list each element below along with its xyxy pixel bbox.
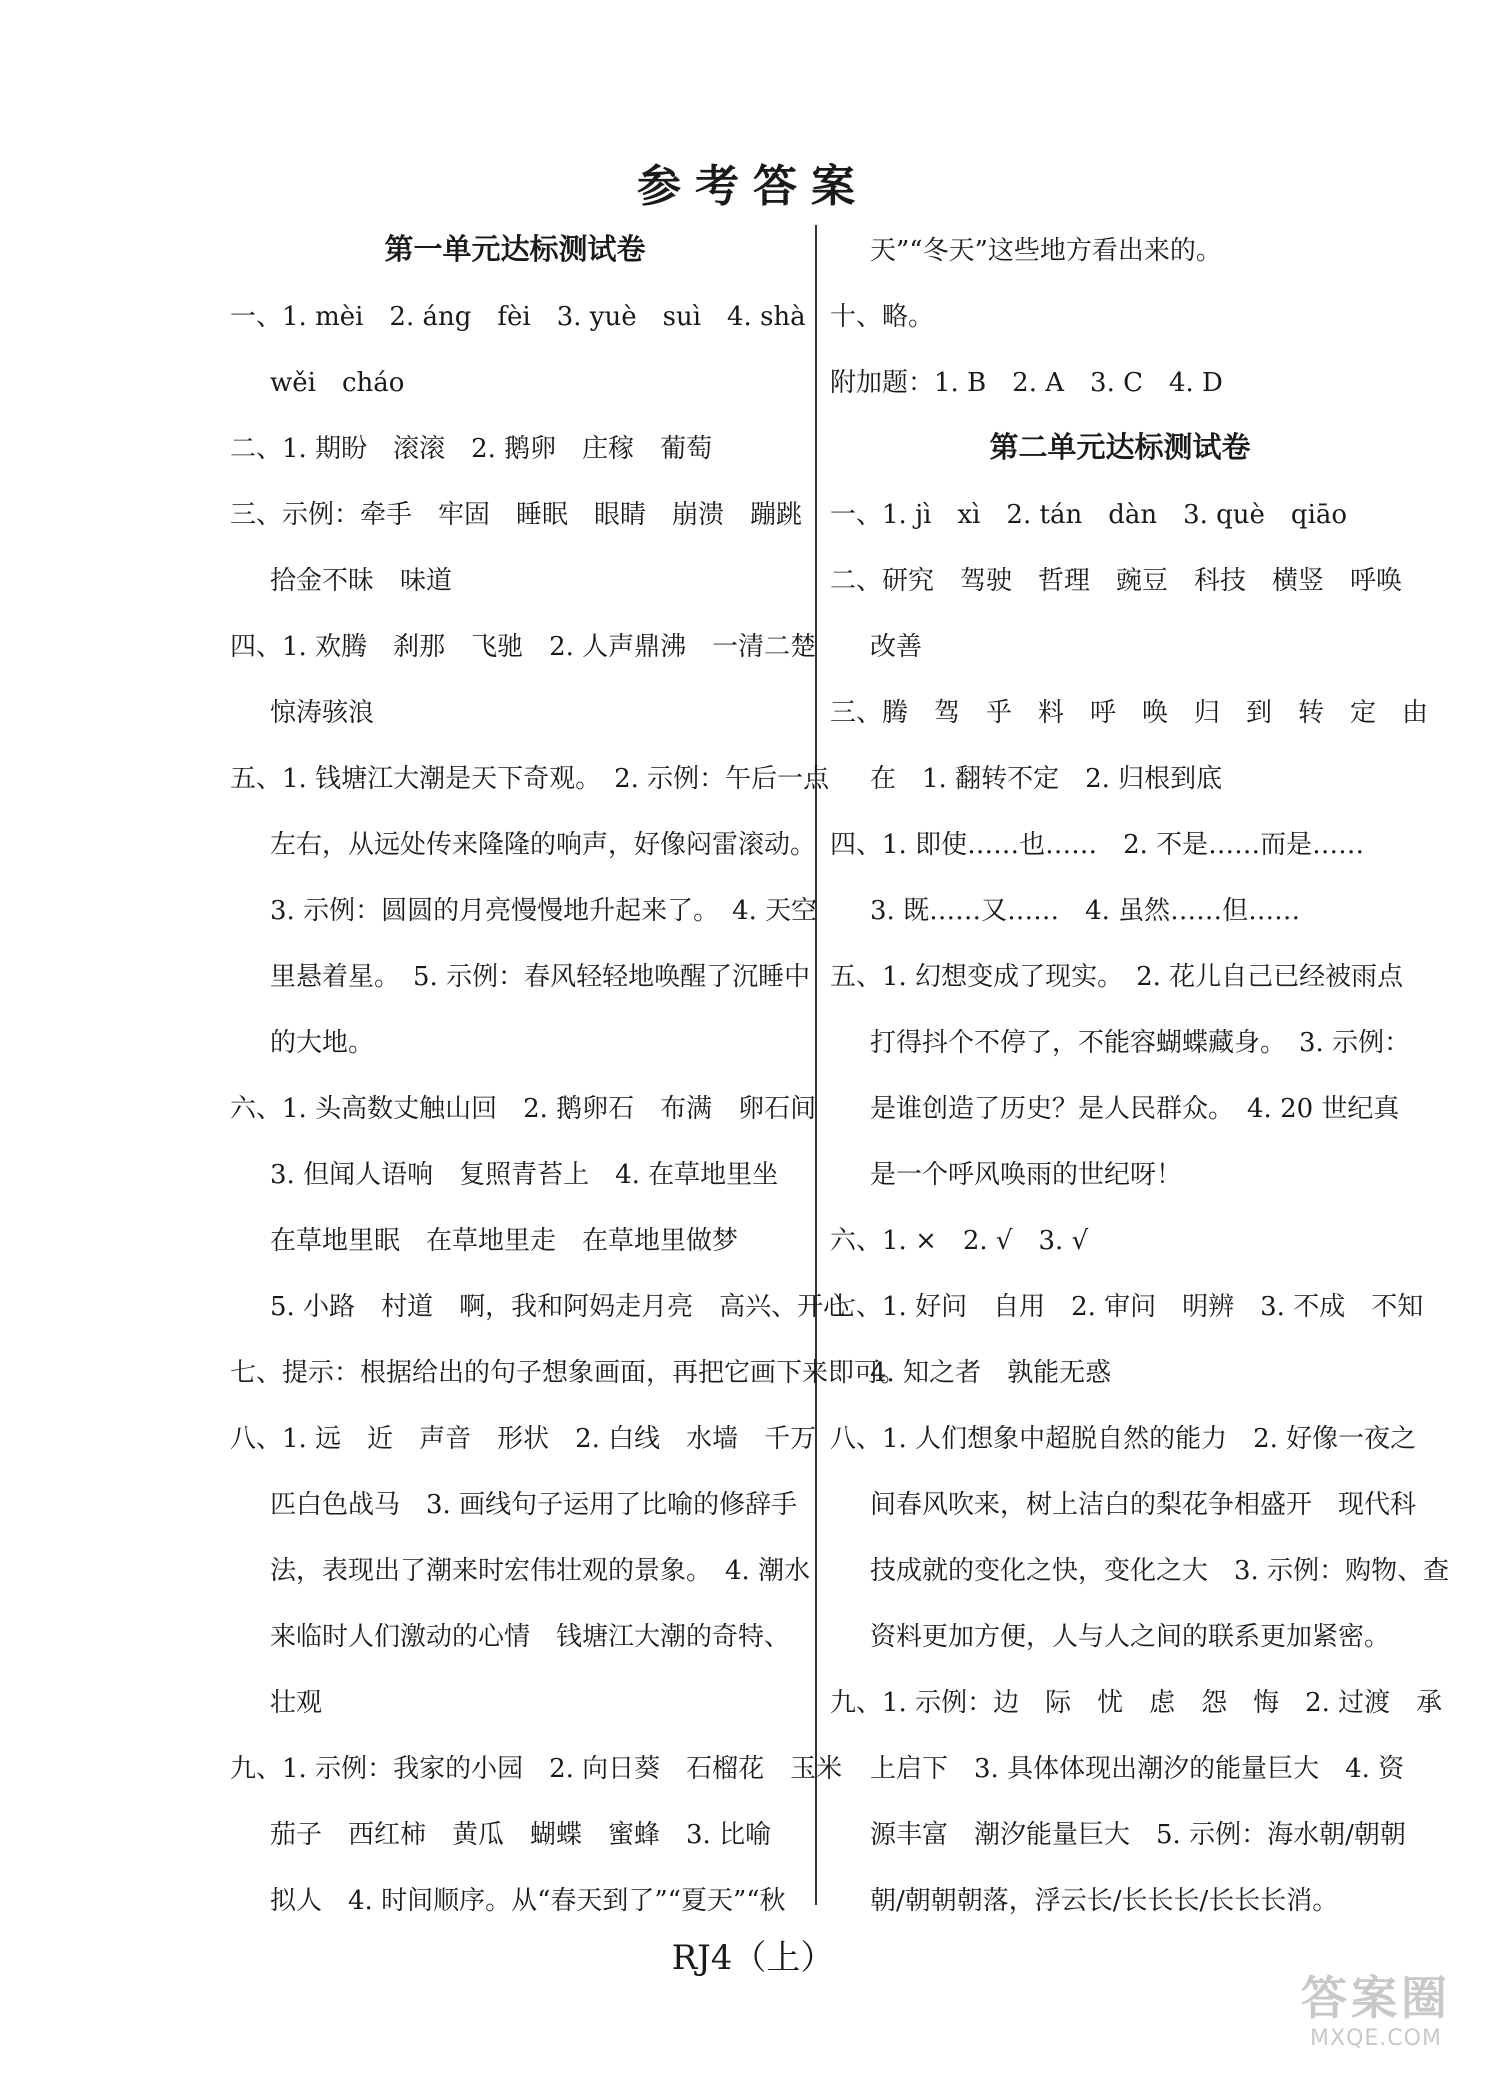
answer-line: 五、1. 钱塘江大潮是天下奇观。 2. 示例：午后一点 [230, 764, 830, 794]
answer-line: 四、1. 即使……也…… 2. 不是……而是…… [830, 830, 1365, 860]
answer-line: 三、示例：牵手 牢固 睡眠 眼睛 崩溃 蹦跳 [230, 500, 803, 530]
answer-line: 壮观 [270, 1688, 323, 1718]
section-title-unit2: 第二单元达标测试卷 [989, 430, 1251, 464]
answer-line: 二、研究 驾驶 哲理 豌豆 科技 横竖 呼唤 [830, 566, 1403, 596]
answer-line: 朝/朝朝朝落，浮云长/长长长/长长长消。 [870, 1886, 1339, 1916]
answer-line: 七、提示：根据给出的句子想象画面，再把它画下来即可。 [230, 1358, 907, 1388]
answer-line: wěi cháo [270, 368, 405, 398]
answer-line: 十、略。 [830, 302, 935, 332]
answer-line: 3. 示例：圆圆的月亮慢慢地升起来了。 4. 天空 [270, 896, 818, 926]
answer-line: 资料更加方便，人与人之间的联系更加紧密。 [870, 1622, 1391, 1652]
answer-line: 打得抖个不停了，不能容蝴蝶藏身。 3. 示例： [870, 1028, 1411, 1058]
answer-line: 六、1. 头高数丈触山回 2. 鹅卵石 布满 卵石间 [230, 1094, 817, 1124]
answer-line: 是谁创造了历史？是人民群众。 4. 20 世纪真 [870, 1094, 1400, 1124]
answer-line: 八、1. 远 近 声音 形状 2. 白线 水墙 千万 [230, 1424, 817, 1454]
answer-line: 惊涛骇浪 [270, 698, 375, 728]
answer-line: 上启下 3. 具体体现出潮汐的能量巨大 4. 资 [870, 1754, 1405, 1784]
page-title: 参考答案 [637, 161, 869, 212]
section-title-unit1: 第一单元达标测试卷 [384, 232, 646, 266]
answer-line: 拟人 4. 时间顺序。从“春天到了”“夏天”“秋 [270, 1886, 786, 1916]
answer-line: 拾金不昧 味道 [270, 566, 453, 596]
answer-line: 间春风吹来，树上洁白的梨花争相盛开 现代科 [870, 1490, 1417, 1520]
answer-line: 一、1. jì xì 2. tán dàn 3. què qiāo [830, 500, 1348, 530]
answer-line: 天”“冬天”这些地方看出来的。 [870, 236, 1222, 266]
right-column [830, 218, 1450, 1934]
watermark-url: MXQE.COM [1310, 2026, 1442, 2051]
answer-line: 的大地。 [270, 1028, 375, 1058]
site-watermark-logo [1266, 1970, 1486, 2060]
answer-line: 三、腾 驾 乎 料 呼 唤 归 到 转 定 由 [830, 698, 1429, 728]
page-footer: RJ4（上） [671, 1938, 835, 1978]
answer-line: 六、1. × 2. √ 3. √ [830, 1226, 1089, 1256]
answer-line: 5. 小路 村道 啊，我和阿妈走月亮 高兴、开心 [270, 1292, 850, 1322]
answer-line: 匹白色战马 3. 画线句子运用了比喻的修辞手 [270, 1490, 798, 1520]
watermark-text: 答案圈 [1301, 1971, 1451, 2025]
answer-line: 4. 知之者 孰能无惑 [870, 1358, 1112, 1388]
answer-line: 是一个呼风唤雨的世纪呀！ [870, 1160, 1183, 1190]
answer-line: 在 1. 翻转不定 2. 归根到底 [870, 764, 1223, 794]
answer-line: 九、1. 示例：我家的小园 2. 向日葵 石榴花 玉米 [230, 1754, 843, 1784]
answer-line: 附加题：1. B 2. A 3. C 4. D [830, 368, 1223, 398]
answer-line: 四、1. 欢腾 刹那 飞驰 2. 人声鼎沸 一清二楚 [230, 632, 817, 662]
answer-line: 在草地里眠 在草地里走 在草地里做梦 [270, 1226, 739, 1256]
answer-line: 改善 [870, 632, 923, 662]
answer-line: 源丰富 潮汐能量巨大 5. 示例：海水朝/朝朝 [870, 1820, 1406, 1850]
answer-line: 来临时人们激动的心情 钱塘江大潮的奇特、 [270, 1622, 791, 1652]
answer-line: 技成就的变化之快，变化之大 3. 示例：购物、查 [870, 1556, 1450, 1586]
answer-line: 九、1. 示例：边 际 忧 虑 怨 悔 2. 过渡 承 [830, 1688, 1443, 1718]
answer-line: 二、1. 期盼 滚滚 2. 鹅卵 庄稼 葡萄 [230, 434, 713, 464]
answer-line: 五、1. 幻想变成了现实。 2. 花儿自己已经被雨点 [830, 962, 1404, 992]
answer-line: 3. 既……又…… 4. 虽然……但…… [870, 896, 1301, 926]
answer-line: 一、1. mèi 2. áng fèi 3. yuè suì 4. shà [230, 302, 806, 332]
answer-line: 七、1. 好问 自用 2. 审问 明辨 3. 不成 不知 [830, 1292, 1424, 1322]
column-divider [815, 225, 817, 1905]
answer-line: 左右，从远处传来隆隆的响声，好像闷雷滚动。 [270, 830, 817, 860]
answer-line: 里悬着星。 5. 示例：春风轻轻地唤醒了沉睡中 [270, 962, 811, 992]
answer-line: 八、1. 人们想象中超脱自然的能力 2. 好像一夜之 [830, 1424, 1417, 1454]
answer-line: 法，表现出了潮来时宏伟壮观的景象。 4. 潮水 [270, 1556, 811, 1586]
answer-line: 茄子 西红柿 黄瓜 蝴蝶 蜜蜂 3. 比喻 [270, 1820, 772, 1850]
answer-line: 3. 但闻人语响 复照青苔上 4. 在草地里坐 [270, 1160, 779, 1190]
